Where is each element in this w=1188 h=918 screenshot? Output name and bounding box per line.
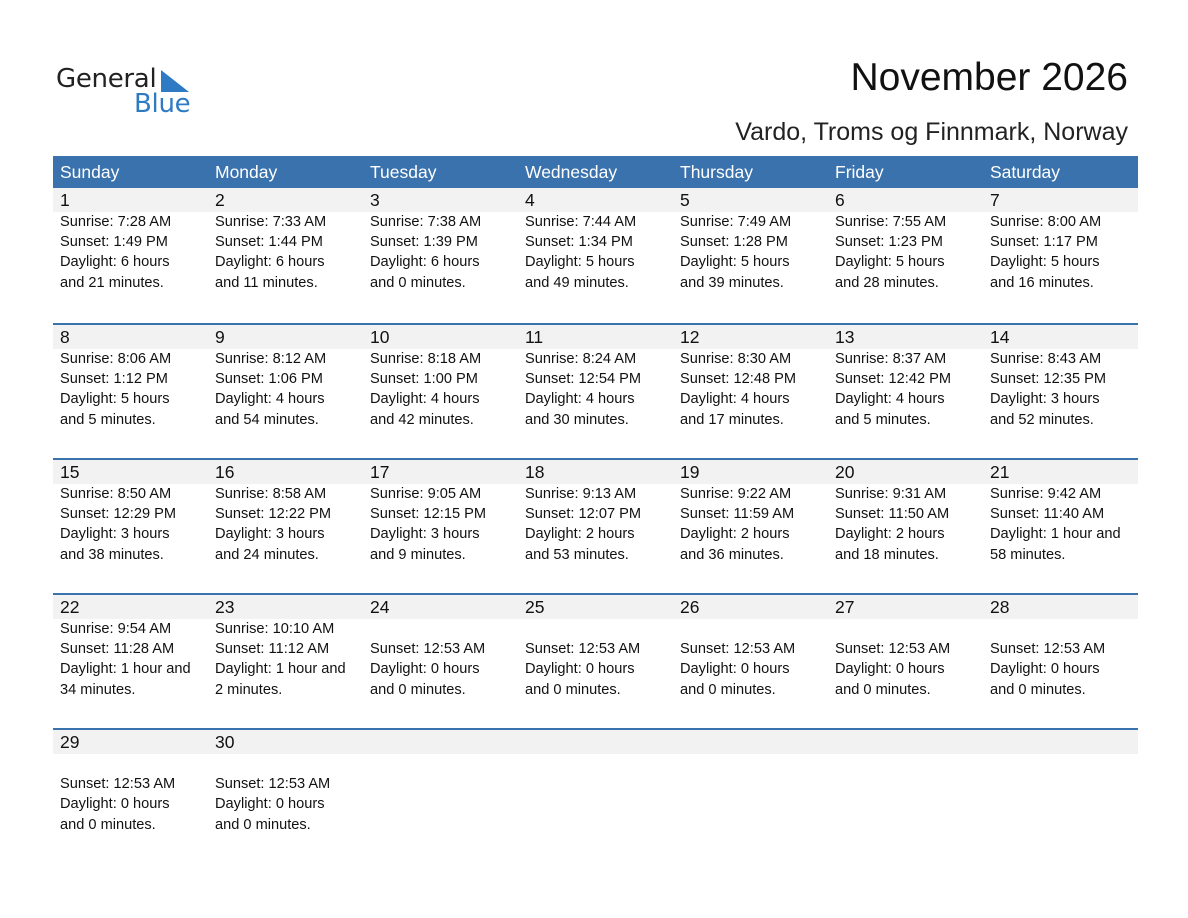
day-number: 29 [60, 732, 80, 752]
sunrise-text: Sunrise: 9:05 AM [370, 486, 482, 502]
daylight-text: Daylight: 2 hours [680, 526, 790, 543]
logo-word-blue: Blue [134, 89, 191, 119]
sunrise-text [835, 619, 983, 639]
daylight-text: Daylight: 6 hours [370, 254, 480, 271]
sunrise-text [60, 754, 208, 774]
sunset-text: Sunset: 1:12 PM [60, 371, 168, 388]
sunset-text: Sunset: 11:28 AM [60, 641, 175, 658]
day-cell [828, 460, 983, 565]
day-cell [518, 595, 673, 700]
daylight-minutes-text [525, 815, 673, 835]
sunrise-text: Sunrise: 7:49 AM [680, 214, 792, 230]
daylight-text: Daylight: 5 hours [990, 254, 1100, 271]
day-number: 24 [370, 597, 390, 617]
week-row [53, 323, 1138, 458]
sunset-text: Sunset: 1:49 PM [60, 234, 168, 251]
week-row [53, 188, 1138, 323]
sunset-text: Sunset: 12:54 PM [525, 371, 642, 388]
daylight-minutes-text: and 5 minutes. [835, 411, 931, 428]
daylight-text: Daylight: 3 hours [990, 391, 1100, 408]
sunset-text: Sunset: 12:53 AM [990, 641, 1106, 658]
sunrise-text [370, 754, 518, 774]
daylight-text [370, 794, 518, 814]
sunset-text: Sunset: 12:53 AM [60, 776, 176, 793]
day-number [835, 730, 983, 754]
daylight-text: Daylight: 6 hours [60, 254, 170, 271]
daylight-minutes-text: and 54 minutes. [215, 411, 319, 428]
sunrise-text: Sunrise: 8:24 AM [525, 351, 637, 367]
sunrise-text [215, 754, 363, 774]
sunset-text: Sunset: 11:40 AM [990, 506, 1105, 523]
sunrise-text: Sunrise: 7:28 AM [60, 214, 172, 230]
weekday-monday: Monday [215, 162, 278, 182]
daylight-minutes-text: and 0 minutes. [525, 681, 621, 698]
day-number: 30 [215, 732, 235, 752]
day-cell [208, 460, 363, 565]
day-number: 27 [835, 597, 855, 617]
logo-word-general: General [56, 64, 157, 94]
sunset-text: Sunset: 12:22 PM [215, 506, 332, 523]
sunset-text: Sunset: 12:15 PM [370, 506, 487, 523]
sunset-text: Sunset: 1:39 PM [370, 234, 478, 251]
daylight-minutes-text: and 16 minutes. [990, 274, 1094, 291]
sunrise-text: Sunrise: 9:42 AM [990, 486, 1102, 502]
daylight-minutes-text: and 24 minutes. [215, 546, 319, 563]
day-number: 4 [525, 190, 535, 210]
logo [56, 62, 196, 118]
daylight-text: Daylight: 4 hours [525, 391, 635, 408]
daylight-minutes-text: and 17 minutes. [680, 411, 784, 428]
sunset-text: Sunset: 1:34 PM [525, 234, 633, 251]
daylight-text [990, 794, 1138, 814]
daylight-text: Daylight: 3 hours [215, 526, 325, 543]
sunrise-text [680, 619, 828, 639]
sunrise-text: Sunrise: 8:12 AM [215, 351, 327, 367]
day-number: 5 [680, 190, 690, 210]
day-cell [983, 188, 1138, 293]
day-number: 17 [370, 462, 390, 482]
day-number: 18 [525, 462, 545, 482]
daylight-text: Daylight: 5 hours [525, 254, 635, 271]
day-cell [53, 730, 208, 835]
sunset-text: Sunset: 12:29 PM [60, 506, 177, 523]
daylight-text: Daylight: 0 hours [835, 661, 945, 678]
daylight-text: Daylight: 4 hours [370, 391, 480, 408]
day-number: 16 [215, 462, 235, 482]
week-row [53, 458, 1138, 593]
week-days [53, 188, 1138, 293]
sunrise-text: Sunrise: 9:13 AM [525, 486, 637, 502]
daylight-minutes-text: and 0 minutes. [990, 681, 1086, 698]
daylight-minutes-text: and 0 minutes. [215, 816, 311, 833]
sunrise-text: Sunrise: 7:38 AM [370, 214, 482, 230]
daylight-minutes-text: and 0 minutes. [370, 681, 466, 698]
day-number: 26 [680, 597, 700, 617]
day-number: 1 [60, 190, 70, 210]
weekday-header [53, 156, 1138, 188]
page-title: November 2026 [850, 56, 1128, 99]
week-days [53, 325, 1138, 430]
week-days [53, 460, 1138, 565]
sunrise-text [680, 754, 828, 774]
day-cell [983, 730, 1138, 835]
sunset-text: Sunset: 1:17 PM [990, 234, 1098, 251]
daylight-minutes-text: and 18 minutes. [835, 546, 939, 563]
sunrise-text: Sunrise: 8:06 AM [60, 351, 172, 367]
sunrise-text [370, 619, 518, 639]
calendar-weeks [53, 188, 1138, 863]
daylight-minutes-text: and 21 minutes. [60, 274, 164, 291]
sunrise-text: Sunrise: 9:22 AM [680, 486, 792, 502]
day-number: 10 [370, 327, 390, 347]
day-cell [828, 188, 983, 293]
sunset-text [990, 774, 1138, 794]
sunset-text: Sunset: 12:53 AM [835, 641, 951, 658]
daylight-minutes-text: and 38 minutes. [60, 546, 164, 563]
daylight-text: Daylight: 0 hours [215, 796, 325, 813]
daylight-minutes-text: 58 minutes. [990, 546, 1066, 563]
sunrise-text: Sunrise: 9:54 AM [60, 621, 172, 637]
day-cell [828, 730, 983, 835]
weekday-sunday: Sunday [60, 162, 120, 182]
day-number [990, 730, 1138, 754]
day-cell [53, 460, 208, 565]
daylight-minutes-text: 2 minutes. [215, 681, 283, 698]
day-cell [363, 730, 518, 835]
daylight-text [835, 794, 983, 814]
sunset-text: Sunset: 11:12 AM [215, 641, 330, 658]
weekday-friday: Friday [835, 162, 884, 182]
daylight-minutes-text: and 30 minutes. [525, 411, 629, 428]
day-number: 15 [60, 462, 80, 482]
daylight-minutes-text [370, 815, 518, 835]
day-cell [983, 325, 1138, 430]
day-cell [983, 595, 1138, 700]
sunset-text: Sunset: 1:06 PM [215, 371, 323, 388]
daylight-text: Daylight: 4 hours [835, 391, 945, 408]
daylight-text: Daylight: 0 hours [680, 661, 790, 678]
daylight-minutes-text: and 0 minutes. [835, 681, 931, 698]
sunrise-text: Sunrise: 9:31 AM [835, 486, 947, 502]
daylight-text: Daylight: 6 hours [215, 254, 325, 271]
location-subtitle: Vardo, Troms og Finnmark, Norway [735, 118, 1128, 146]
day-number: 22 [60, 597, 80, 617]
sunrise-text: Sunrise: 8:00 AM [990, 214, 1102, 230]
week-days [53, 730, 1138, 835]
day-cell [208, 730, 363, 835]
sunrise-text: Sunrise: 8:30 AM [680, 351, 792, 367]
day-cell [518, 730, 673, 835]
daylight-text: Daylight: 1 hour and [60, 661, 191, 678]
day-cell [363, 595, 518, 700]
day-cell [673, 595, 828, 700]
day-cell [673, 188, 828, 293]
sunset-text: Sunset: 1:28 PM [680, 234, 788, 251]
day-number: 12 [680, 327, 700, 347]
sunset-text: Sunset: 12:42 PM [835, 371, 952, 388]
daylight-text: Daylight: 4 hours [215, 391, 325, 408]
daylight-text: Daylight: 5 hours [680, 254, 790, 271]
sunset-text [680, 774, 828, 794]
sunrise-text: Sunrise: 8:37 AM [835, 351, 947, 367]
weekday-thursday: Thursday [680, 162, 753, 182]
day-number: 8 [60, 327, 70, 347]
day-cell [983, 460, 1138, 565]
sunrise-text: Sunrise: 7:55 AM [835, 214, 947, 230]
daylight-text: Daylight: 2 hours [835, 526, 945, 543]
day-number: 19 [680, 462, 700, 482]
daylight-text: Daylight: 3 hours [370, 526, 480, 543]
sunrise-text: Sunrise: 8:50 AM [60, 486, 172, 502]
sunrise-text: Sunrise: 7:33 AM [215, 214, 327, 230]
sunrise-text [990, 754, 1138, 774]
day-cell [518, 325, 673, 430]
daylight-minutes-text [990, 815, 1138, 835]
daylight-minutes-text: and 52 minutes. [990, 411, 1094, 428]
sunset-text: Sunset: 1:23 PM [835, 234, 943, 251]
daylight-text: Daylight: 0 hours [525, 661, 635, 678]
sunrise-text: Sunrise: 8:18 AM [370, 351, 482, 367]
calendar-grid [53, 156, 1138, 863]
daylight-minutes-text: and 49 minutes. [525, 274, 629, 291]
day-number: 6 [835, 190, 845, 210]
daylight-minutes-text: and 36 minutes. [680, 546, 784, 563]
sunrise-text: Sunrise: 8:43 AM [990, 351, 1102, 367]
sunset-text [835, 774, 983, 794]
sunrise-text [990, 619, 1138, 639]
day-cell [673, 325, 828, 430]
day-number [370, 730, 518, 754]
daylight-text: Daylight: 0 hours [60, 796, 170, 813]
sunset-text: Sunset: 12:53 AM [370, 641, 486, 658]
day-number: 20 [835, 462, 855, 482]
day-cell [673, 460, 828, 565]
day-cell [518, 188, 673, 293]
sunset-text: Sunset: 1:00 PM [370, 371, 478, 388]
day-number [680, 730, 828, 754]
day-number: 2 [215, 190, 225, 210]
sunrise-text: Sunrise: 10:10 AM [215, 621, 335, 637]
day-number: 25 [525, 597, 545, 617]
daylight-minutes-text: and 9 minutes. [370, 546, 466, 563]
day-number: 21 [990, 462, 1010, 482]
daylight-text: Daylight: 1 hour and [990, 526, 1121, 543]
daylight-minutes-text: 34 minutes. [60, 681, 136, 698]
week-row [53, 593, 1138, 728]
day-cell [53, 188, 208, 293]
daylight-text [525, 794, 673, 814]
sunset-text: Sunset: 12:07 PM [525, 506, 642, 523]
weekday-saturday: Saturday [990, 162, 1061, 182]
day-cell [53, 325, 208, 430]
day-cell [208, 595, 363, 700]
daylight-text: Daylight: 5 hours [835, 254, 945, 271]
weekday-tuesday: Tuesday [370, 162, 437, 182]
sunset-text: Sunset: 12:53 AM [525, 641, 641, 658]
day-cell [53, 595, 208, 700]
daylight-minutes-text: and 0 minutes. [60, 816, 156, 833]
daylight-minutes-text: and 11 minutes. [215, 274, 318, 291]
daylight-text: Daylight: 5 hours [60, 391, 170, 408]
day-number: 7 [990, 190, 1000, 210]
day-cell [828, 325, 983, 430]
day-number: 14 [990, 327, 1010, 347]
daylight-minutes-text: and 5 minutes. [60, 411, 156, 428]
day-number: 3 [370, 190, 380, 210]
daylight-minutes-text: and 0 minutes. [370, 274, 466, 291]
day-number: 28 [990, 597, 1010, 617]
daylight-minutes-text [680, 815, 828, 835]
day-cell [363, 325, 518, 430]
sunset-text: Sunset: 12:53 AM [680, 641, 796, 658]
daylight-minutes-text: and 0 minutes. [680, 681, 776, 698]
sunset-text [370, 774, 518, 794]
day-number: 23 [215, 597, 235, 617]
daylight-text: Daylight: 1 hour and [215, 661, 346, 678]
sunset-text: Sunset: 12:48 PM [680, 371, 797, 388]
sunrise-text: Sunrise: 8:58 AM [215, 486, 327, 502]
daylight-text: Daylight: 2 hours [525, 526, 635, 543]
week-days [53, 595, 1138, 700]
daylight-minutes-text: and 39 minutes. [680, 274, 784, 291]
daylight-minutes-text: and 53 minutes. [525, 546, 629, 563]
day-cell [208, 188, 363, 293]
day-cell [518, 460, 673, 565]
day-cell [363, 460, 518, 565]
sunset-text [525, 774, 673, 794]
sunset-text: Sunset: 12:53 AM [215, 776, 331, 793]
day-number [525, 730, 673, 754]
sunrise-text [835, 754, 983, 774]
sunset-text: Sunset: 11:50 AM [835, 506, 950, 523]
daylight-minutes-text: and 28 minutes. [835, 274, 939, 291]
day-number: 11 [525, 327, 544, 347]
sunrise-text [525, 619, 673, 639]
daylight-text: Daylight: 0 hours [990, 661, 1100, 678]
day-cell [673, 730, 828, 835]
daylight-text [680, 794, 828, 814]
sunset-text: Sunset: 11:59 AM [680, 506, 795, 523]
daylight-text: Daylight: 4 hours [680, 391, 790, 408]
sunrise-text: Sunrise: 7:44 AM [525, 214, 637, 230]
day-cell [363, 188, 518, 293]
day-cell [208, 325, 363, 430]
daylight-minutes-text: and 42 minutes. [370, 411, 474, 428]
daylight-text: Daylight: 3 hours [60, 526, 170, 543]
week-row [53, 728, 1138, 863]
daylight-minutes-text [835, 815, 983, 835]
weekday-wednesday: Wednesday [525, 162, 618, 182]
sunset-text: Sunset: 1:44 PM [215, 234, 323, 251]
day-number: 9 [215, 327, 225, 347]
sunset-text: Sunset: 12:35 PM [990, 371, 1107, 388]
day-cell [828, 595, 983, 700]
daylight-text: Daylight: 0 hours [370, 661, 480, 678]
day-number: 13 [835, 327, 855, 347]
sunrise-text [525, 754, 673, 774]
